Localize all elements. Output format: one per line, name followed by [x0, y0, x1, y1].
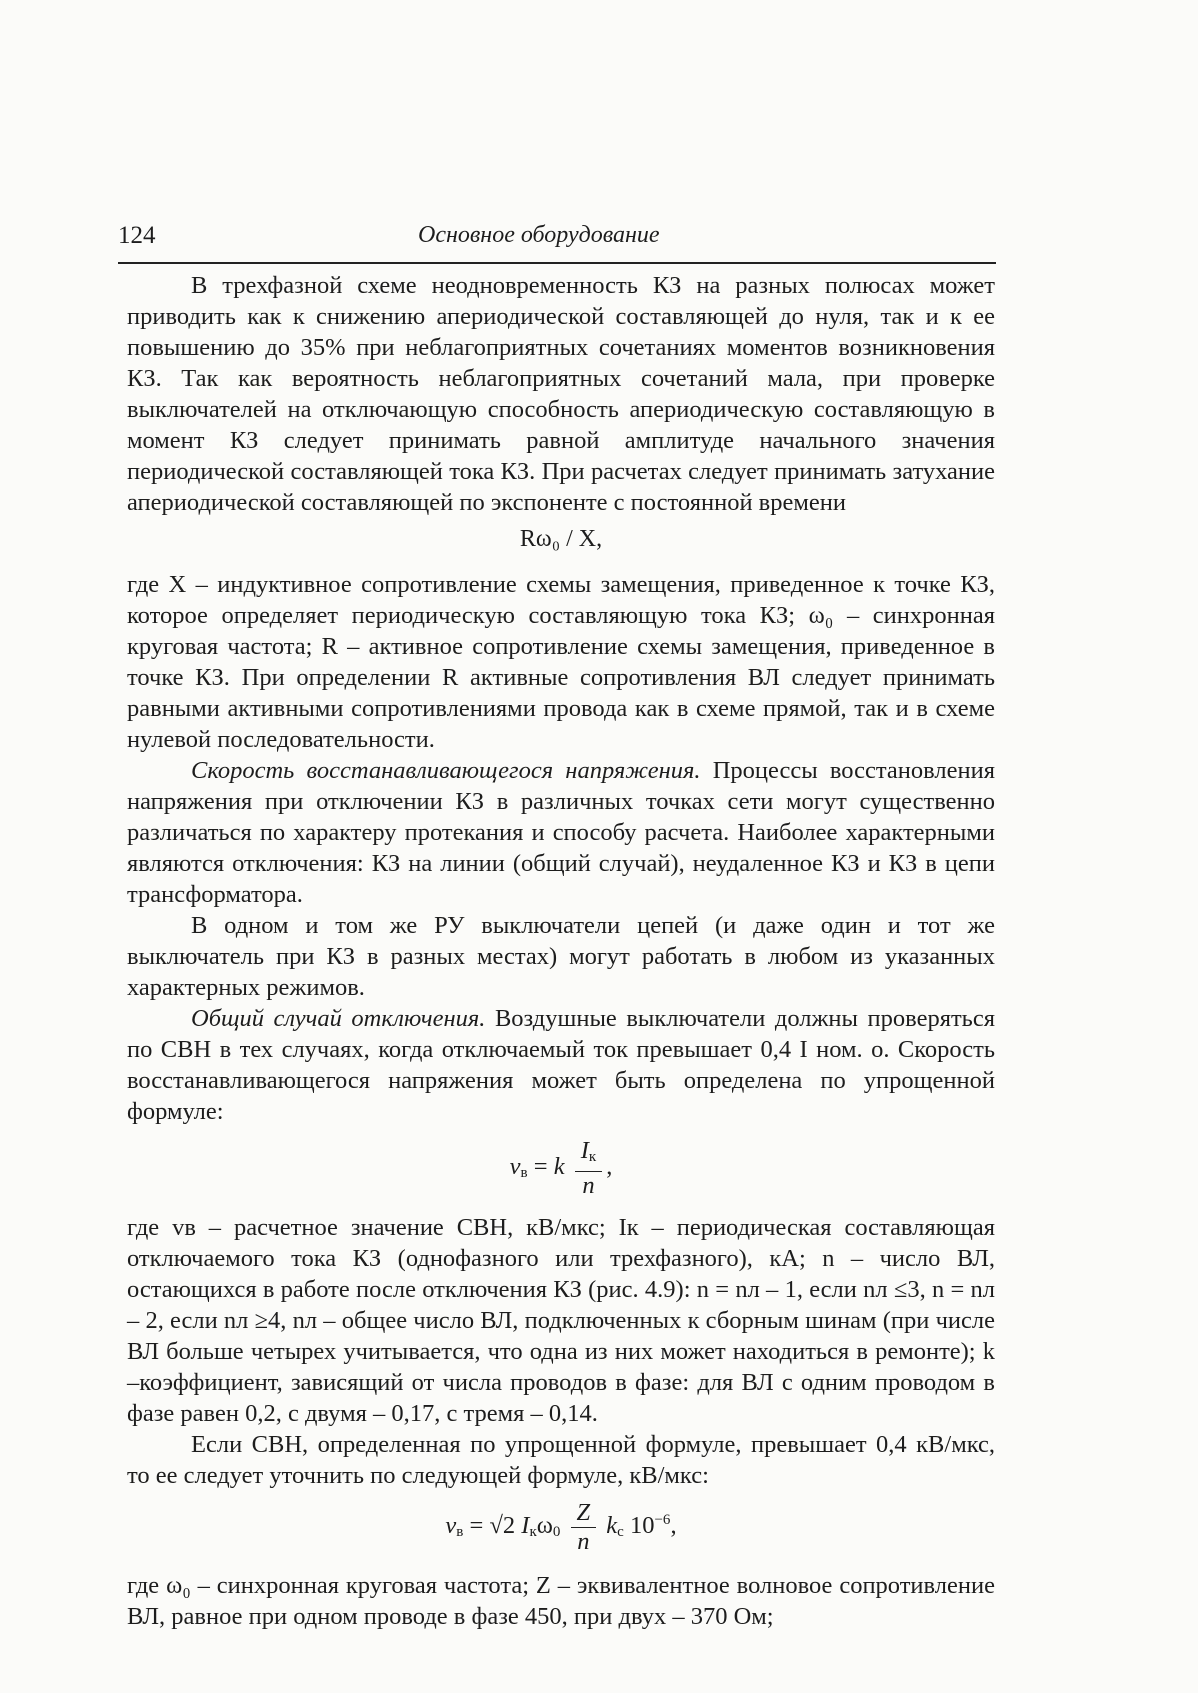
- f2-lhs: v: [509, 1153, 521, 1181]
- f3-denominator: n: [577, 1528, 590, 1555]
- f3-k: k: [606, 1512, 618, 1540]
- f3-lhs-sub: в: [456, 1524, 464, 1541]
- paragraph-6: где vв – расчетное значение СВН, кВ/мкс; Iк – периодическая составляющая отключаемого тока КЗ (однофазного или трехфазного), кА; n – число ВЛ, остающихся в работе после отключения КЗ (рис. 4.9): n = nл – 1, если nл ≤3, n = nл – 2, если nл ≥4, nл – общее число ВЛ, подключенных к сборным шинам (при числе ВЛ больше четырех учитывается, что одна из них может находиться в ремонте); k –коэффициент, зависящий от числа проводов в фазе: для ВЛ с одним проводом в фазе равен 0,2, с двумя – 0,17, с тремя – 0,14.: [127, 1214, 995, 1427]
- paragraph-5: [127, 1003, 995, 1127]
- f3-numerator: Z: [571, 1499, 597, 1528]
- paragraph-5-lead: Общий случай отключения.: [191, 1005, 486, 1032]
- f2-eq: =: [533, 1153, 548, 1181]
- f2-denominator: n: [582, 1172, 595, 1199]
- f3-exp: −6: [654, 1512, 671, 1529]
- paragraph-3-lead: Скорость восстанавливающегося напряжения.: [191, 757, 701, 784]
- f2-lhs-sub: в: [520, 1165, 528, 1182]
- page-number: 124: [118, 222, 156, 249]
- f3-tail: ,: [670, 1512, 677, 1540]
- f3-i: I: [521, 1512, 530, 1540]
- f3-i-sub: к: [529, 1524, 537, 1541]
- f2-num-sub: к: [588, 1149, 597, 1165]
- f2-k: k: [553, 1153, 565, 1181]
- f2-tail: ,: [606, 1153, 613, 1181]
- paragraph-2: где X – индуктивное сопротивление схемы замещения, приведенное к точке КЗ, которое определяет периодическую составляющую тока КЗ; ω₀ – синхронная круговая частота; R – активное сопротивление схемы замещения, приведенное в точке КЗ. При определении R активные сопротивления ВЛ следует принимать равными активными сопротивлениями провода как в схеме прямой, так и в схеме нулевой последовательности.: [127, 571, 995, 753]
- paragraph-8: где ω₀ – синхронная круговая частота; Z – эквивалентное волновое сопротивление ВЛ, равное при одном проводе в фазе 450, при двух – 370 Ом;: [127, 1572, 995, 1630]
- paragraph-1: В трехфазной схеме неодновременность КЗ на разных полюсах может приводить как к снижению апериодической составляющей до нуля, так и к ее повышению до 35% при неблагоприятных сочетаниях моментов возникновения КЗ. Так как вероятность неблагоприятных сочетаний мала, при проверке выключателей на отключающую способность апериодическую составляющую в момент КЗ следует принимать равной амплитуде начального значения периодической составляющей тока КЗ. При расчетах следует принимать затухание апериодической составляющей по экспоненте с постоянной времени: [127, 272, 995, 516]
- formula-simplified: [127, 1137, 995, 1200]
- running-title: Основное оборудование: [418, 222, 660, 248]
- paragraph-3: [127, 755, 995, 910]
- f3-lhs: v: [445, 1512, 457, 1540]
- f3-eq: =: [469, 1512, 484, 1540]
- page-header: [118, 222, 998, 262]
- f2-numerator: [575, 1137, 602, 1172]
- paragraph-3-text: Процессы восстановления напряжения при отключении КЗ в различных точках сети могут существенно различаться по характеру протекания и способу расчета. Наиболее характерными являются отключения: КЗ на линии (общий случай), неудаленное КЗ и КЗ в цепи трансформатора.: [127, 757, 995, 908]
- f3-k-sub: с: [617, 1524, 624, 1541]
- f3-mult: 10: [629, 1512, 655, 1540]
- f3-omega: ω: [536, 1512, 553, 1540]
- page-body: [127, 270, 995, 1632]
- header-rule: [118, 262, 996, 264]
- f2-num: I: [580, 1137, 589, 1164]
- f3-fraction: [571, 1499, 597, 1556]
- paragraph-7: Если СВН, определенная по упрощенной формуле, превышает 0,4 кВ/мкс, то ее следует уточнить по следующей формуле, кВ/мкс:: [127, 1431, 995, 1489]
- paragraph-4: В одном и том же РУ выключатели цепей (и даже один и тот же выключатель при КЗ в разных местах) могут работать в любом из указанных характерных режимов.: [127, 912, 995, 1001]
- formula-refined: [127, 1499, 995, 1556]
- formula-time-constant: Rω₀ / X,: [519, 526, 603, 552]
- paragraph-5-text: Воздушные выключатели должны проверяться по СВН в тех случаях, когда отключаемый ток превышает 0,4 I ном. о. Скорость восстанавливающегося напряжения может быть определена по упрощенной формуле:: [127, 1005, 995, 1125]
- f3-root: √2: [489, 1512, 516, 1540]
- f2-fraction: [575, 1137, 602, 1200]
- f3-omega-sub: 0: [552, 1524, 561, 1541]
